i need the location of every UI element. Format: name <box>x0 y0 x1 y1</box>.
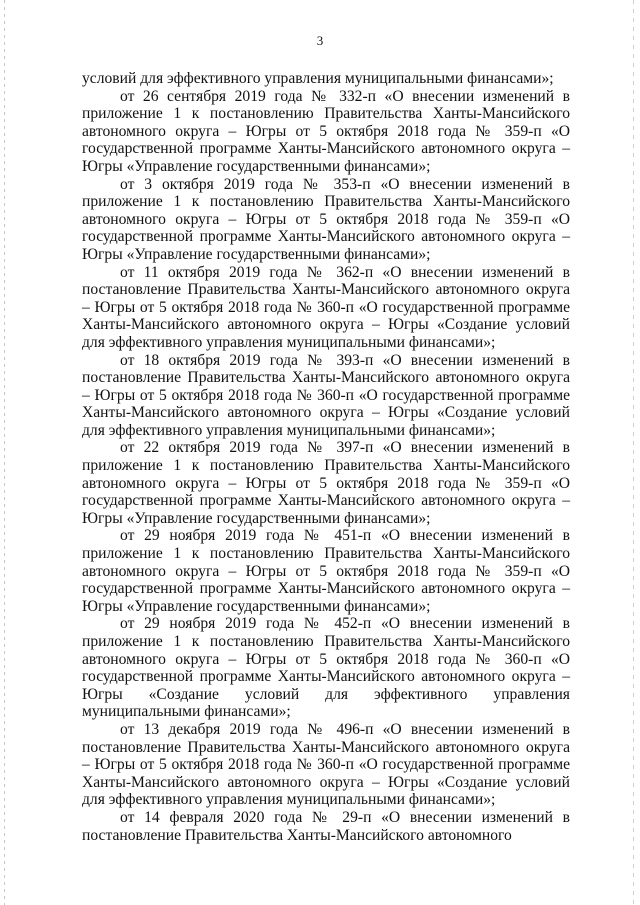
decree-paragraph: от 11 октября 2019 года № 362-п «О внесении изменений в постановление Правительства Ханты-Мансийского автономного округа – Югры от 5 октября 2018 года № 360-п «О государственной программе Ханты-Мансийского автономного округа – Югры «Создание условий для эффективного управления муниципальными финансами»; <box>82 263 570 351</box>
page-number: 3 <box>316 33 324 48</box>
document-body <box>82 70 570 844</box>
scan-edge-left <box>4 0 5 905</box>
decree-paragraph: от 22 октября 2019 года № 397-п «О внесении изменений в приложение 1 к постановлению Правительства Ханты-Мансийского автономного округа – Югры от 5 октября 2018 года № 359-п «О государственной программе Ханты-Мансийского автономного округа – Югры «Управление государственными финансами»; <box>82 439 570 527</box>
decree-paragraph: от 13 декабря 2019 года № 496-п «О внесении изменений в постановление Правительства Ханты-Мансийского автономного округа – Югры от 5 октября 2018 года № 360-п «О государственной программе Ханты-Мансийского автономного округа – Югры «Создание условий для эффективного управления муниципальными финансами»; <box>82 720 570 809</box>
decree-paragraph: от 14 февраля 2020 года № 29-п «О внесении изменений в постановление Правительства Ханты-Мансийского автономного <box>82 808 570 844</box>
decree-paragraph: от 29 ноября 2019 года № 452-п «О внесении изменений в приложение 1 к постановлению Правительства Ханты-Мансийского автономного округа – Югры от 5 октября 2018 года № 360-п «О государственной программе Ханты-Мансийского автономного округа – Югры «Создание условий для эффективного управления муниципальными финансами»; <box>82 615 570 721</box>
decree-paragraph: от 26 сентября 2019 года № 332-п «О внесении изменений в приложение 1 к постановлению Правительства Ханты-Мансийского автономного округа – Югры от 5 октября 2018 года № 359-п «О государственной программе Ханты-Мансийского автономного округа – Югры «Управление государственными финансами»; <box>82 87 570 175</box>
decree-paragraph: от 29 ноября 2019 года № 451-п «О внесении изменений в приложение 1 к постановлению Правительства Ханты-Мансийского автономного округа – Югры от 5 октября 2018 года № 359-п «О государственной программе Ханты-Мансийского автономного округа – Югры «Управление государственными финансами»; <box>82 527 570 615</box>
paragraph-continuation: условий для эффективного управления муниципальными финансами»; <box>82 70 554 87</box>
scan-edge-right <box>633 0 634 905</box>
decree-paragraph: от 3 октября 2019 года № 353-п «О внесении изменений в приложение 1 к постановлению Правительства Ханты-Мансийского автономного округа – Югры от 5 октября 2018 года № 359-п «О государственной программе Ханты-Мансийского автономного округа – Югры «Управление государственными финансами»; <box>82 175 570 263</box>
decree-paragraph: от 18 октября 2019 года № 393-п «О внесении изменений в постановление Правительства Ханты-Мансийского автономного округа – Югры от 5 октября 2018 года № 360-п «О государственной программе Ханты-Мансийского автономного округа – Югры «Создание условий для эффективного управления муниципальными финансами»; <box>82 351 570 439</box>
